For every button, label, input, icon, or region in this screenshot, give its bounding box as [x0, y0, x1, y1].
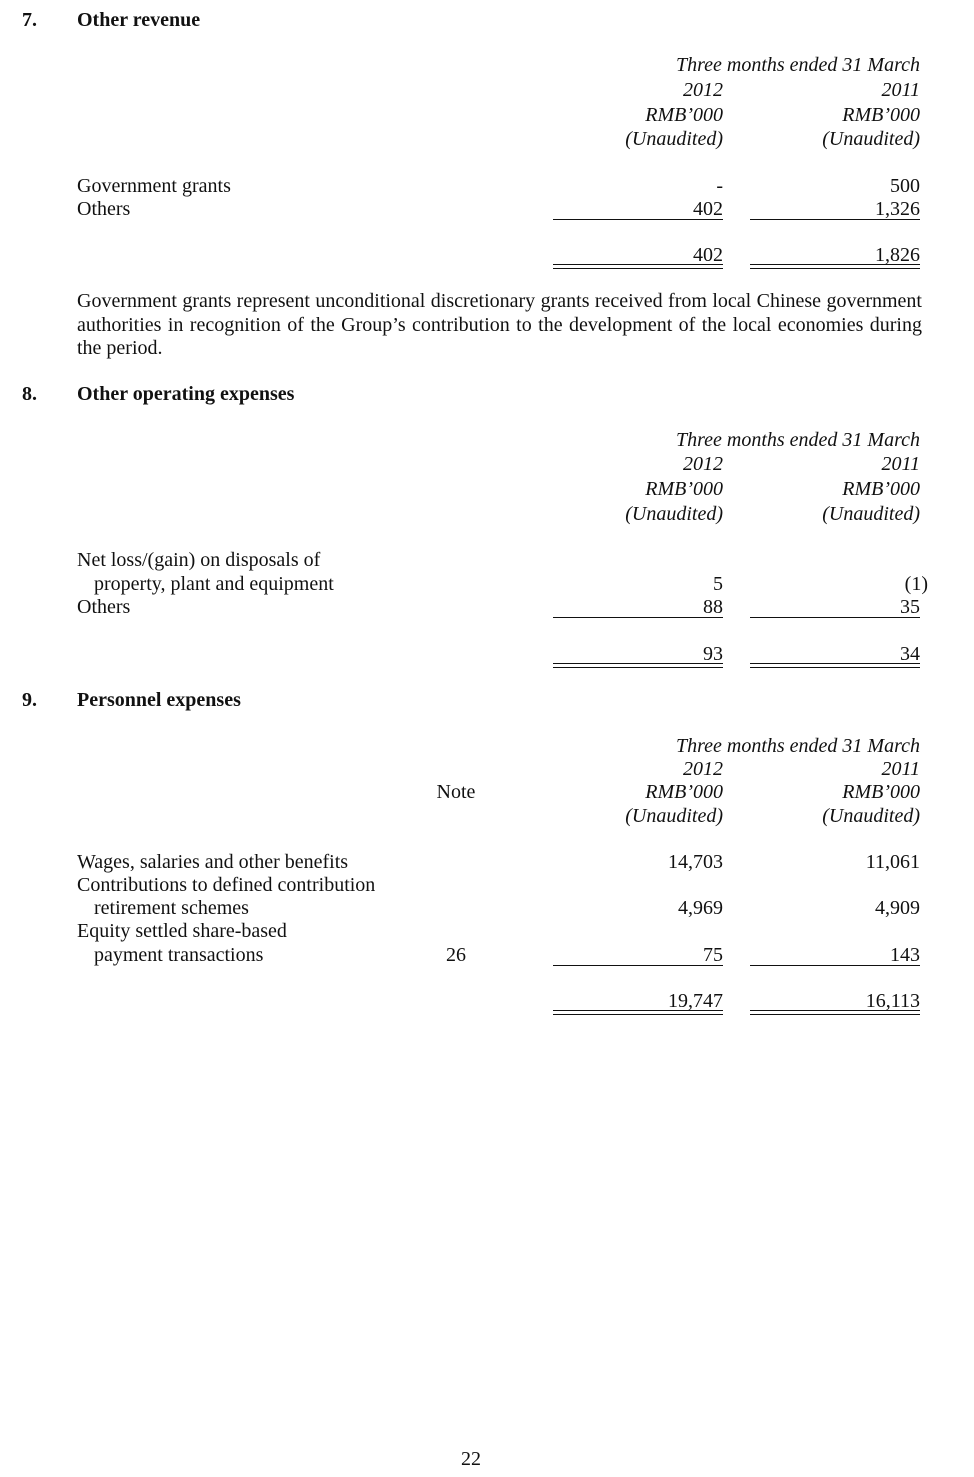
- subtotal-rule: [553, 219, 723, 220]
- row-label: Contributions to defined contribution: [77, 874, 376, 896]
- row-note-ref: 26: [446, 944, 466, 966]
- total-value-2011: 1,826: [875, 244, 920, 266]
- section-8-year-2011: 2011: [881, 453, 920, 475]
- row-value-2011: (1): [904, 573, 928, 595]
- row-value-2011: 1,326: [875, 198, 920, 220]
- section-9-number: 9.: [22, 689, 37, 711]
- section-8-audit-2012: (Unaudited): [625, 503, 723, 525]
- section-8-currency-2012: RMB’000: [645, 478, 723, 500]
- row-value-2012: -: [716, 175, 723, 197]
- row-label: Others: [77, 198, 131, 220]
- page-number: 22: [461, 1448, 481, 1470]
- row-label: Net loss/(gain) on disposals of: [77, 549, 321, 571]
- section-9-period-header: Three months ended 31 March: [675, 735, 920, 757]
- subtotal-rule: [750, 219, 920, 220]
- section-7-currency-2011: RMB’000: [842, 104, 920, 126]
- row-value-2012: 75: [703, 944, 723, 966]
- row-value-2012: 4,969: [678, 897, 723, 919]
- section-9-year-2012: 2012: [683, 758, 723, 780]
- row-label-continued: payment transactions: [94, 944, 264, 966]
- row-value-2012: 5: [713, 573, 723, 595]
- total-double-rule: [750, 663, 920, 668]
- total-double-rule: [750, 264, 920, 269]
- section-7-number: 7.: [22, 9, 37, 31]
- section-9-audit-2011: (Unaudited): [822, 805, 920, 827]
- section-7-audit-2012: (Unaudited): [625, 128, 723, 150]
- total-double-rule: [553, 663, 723, 668]
- section-9-audit-2012: (Unaudited): [625, 805, 723, 827]
- row-label: Government grants: [77, 175, 231, 197]
- section-7-note-paragraph: Government grants represent unconditional discretionary grants received from local Chinese government authorities in recognition of the Group’s contribution to the development of the local economies during the period.: [77, 290, 922, 359]
- section-7-currency-2012: RMB’000: [645, 104, 723, 126]
- row-value-2012: 88: [703, 596, 723, 618]
- row-value-2012: 402: [693, 198, 723, 220]
- row-value-2011: 4,909: [875, 897, 920, 919]
- total-double-rule: [750, 1010, 920, 1015]
- note-column-header: Note: [436, 781, 476, 803]
- subtotal-rule: [750, 965, 920, 966]
- row-value-2011: 35: [900, 596, 920, 618]
- section-7-title: Other revenue: [77, 9, 201, 31]
- row-label-continued: retirement schemes: [94, 897, 249, 919]
- subtotal-rule: [553, 965, 723, 966]
- section-8-title: Other operating expenses: [77, 383, 295, 405]
- total-value-2012: 19,747: [668, 990, 723, 1012]
- row-value-2012: 14,703: [668, 851, 723, 873]
- section-9-title: Personnel expenses: [77, 689, 241, 711]
- row-label: Equity settled share-based: [77, 920, 287, 942]
- section-9-year-2011: 2011: [881, 758, 920, 780]
- section-8-period-header: Three months ended 31 March: [675, 429, 920, 451]
- row-value-2011: 143: [890, 944, 920, 966]
- section-8-currency-2011: RMB’000: [842, 478, 920, 500]
- total-value-2011: 34: [900, 643, 920, 665]
- subtotal-rule: [553, 617, 723, 618]
- total-value-2011: 16,113: [865, 990, 920, 1012]
- row-value-2011: 11,061: [865, 851, 920, 873]
- row-value-2011: 500: [890, 175, 920, 197]
- total-double-rule: [553, 1010, 723, 1015]
- section-7-audit-2011: (Unaudited): [822, 128, 920, 150]
- row-label: Others: [77, 596, 131, 618]
- total-double-rule: [553, 264, 723, 269]
- row-label: Wages, salaries and other benefits: [77, 851, 349, 873]
- section-8-audit-2011: (Unaudited): [822, 503, 920, 525]
- section-7-period-header: Three months ended 31 March: [675, 54, 920, 76]
- total-value-2012: 402: [693, 244, 723, 266]
- section-8-year-2012: 2012: [683, 453, 723, 475]
- section-7-year-2012: 2012: [683, 79, 723, 101]
- section-8-number: 8.: [22, 383, 37, 405]
- total-value-2012: 93: [703, 643, 723, 665]
- section-9-currency-2011: RMB’000: [842, 781, 920, 803]
- section-9-currency-2012: RMB’000: [645, 781, 723, 803]
- row-label-continued: property, plant and equipment: [94, 573, 334, 595]
- section-7-year-2011: 2011: [881, 79, 920, 101]
- subtotal-rule: [750, 617, 920, 618]
